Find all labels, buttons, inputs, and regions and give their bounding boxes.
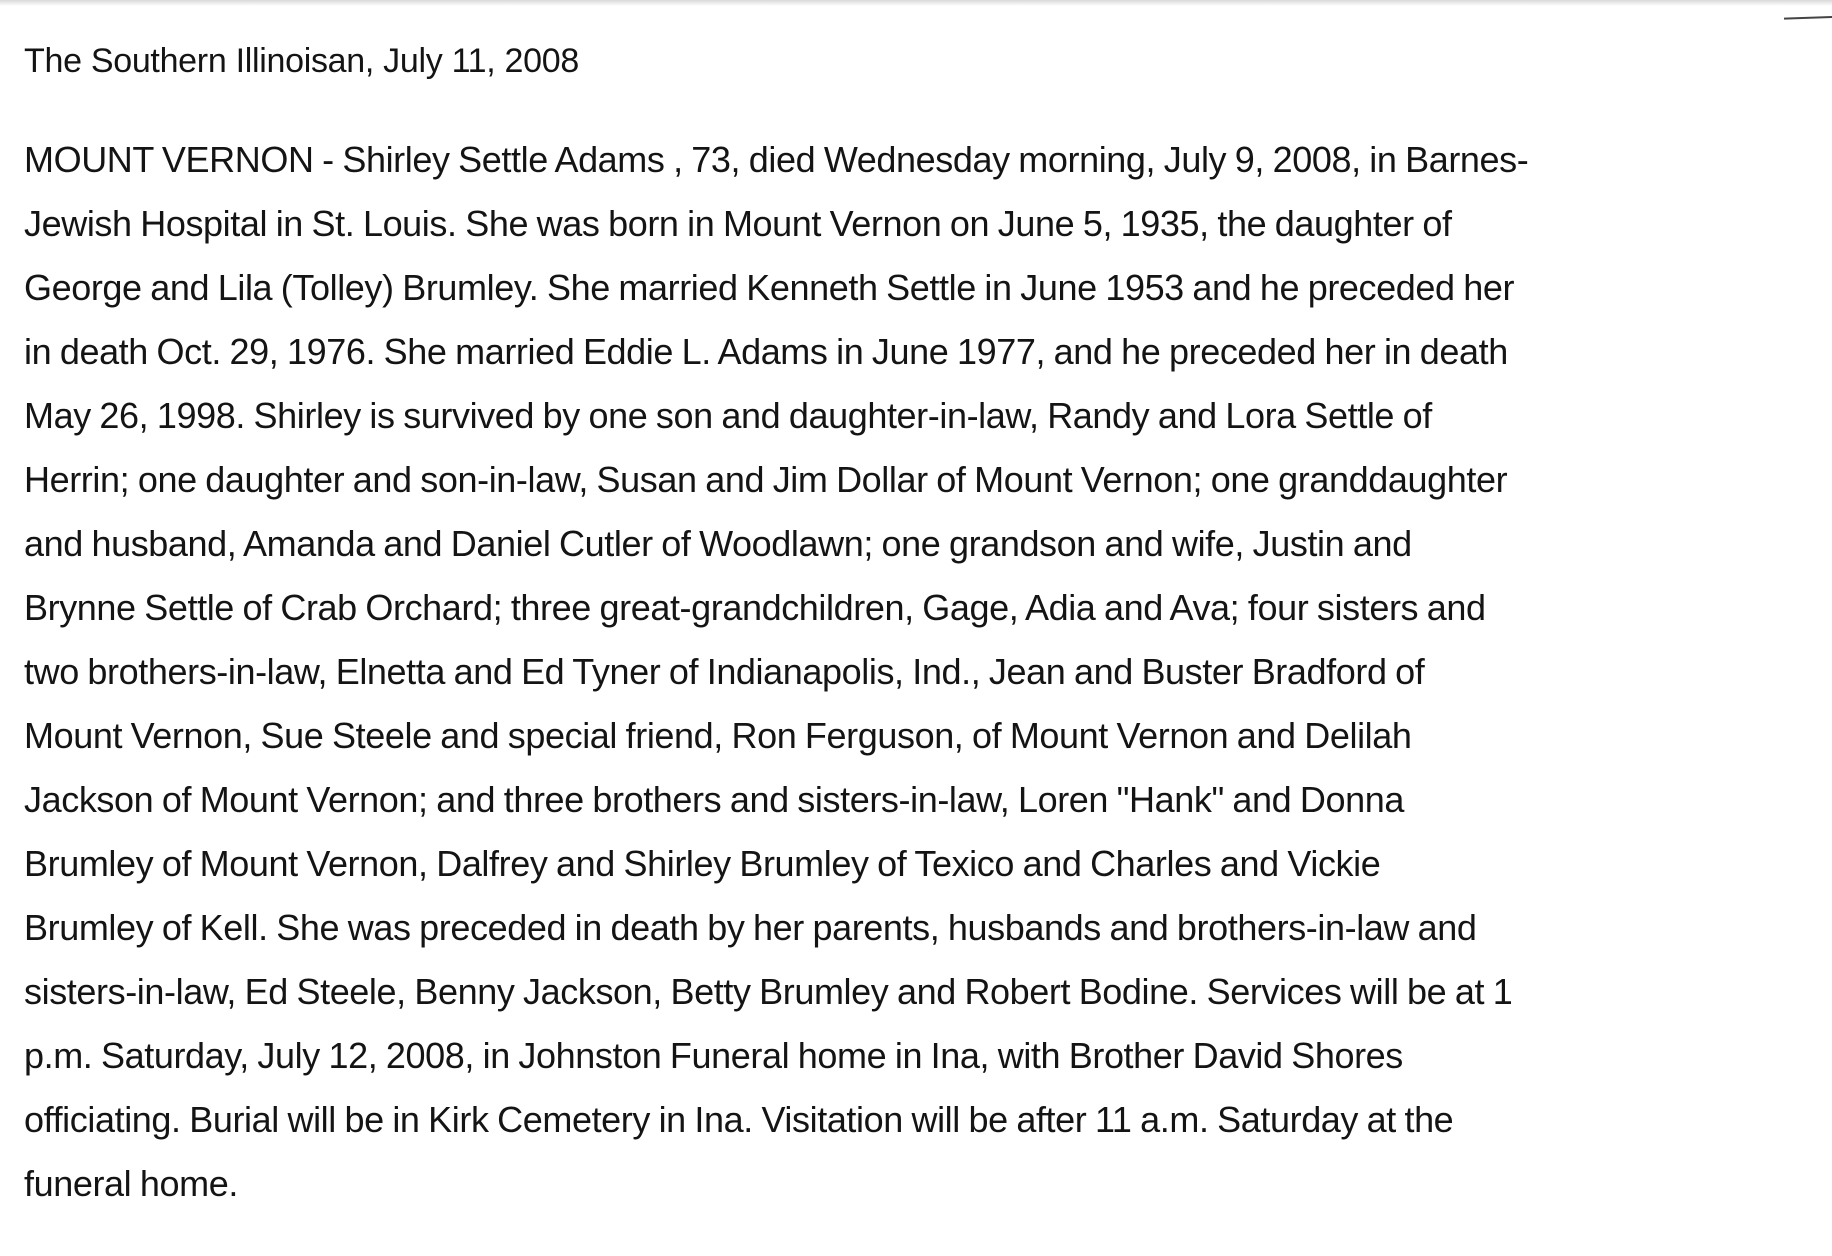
obituary-text: [24, 128, 1804, 1216]
newspaper-source-line: The Southern Illinoisan, July 11, 2008: [24, 42, 579, 80]
scan-top-edge: [0, 0, 1832, 6]
obituary-line: George and Lila (Tolley) Brumley. She married Kenneth Settle in June 1953 and he preceded her: [24, 267, 1515, 308]
obituary-line: Brynne Settle of Crab Orchard; three great-grandchildren, Gage, Adia and Ava; four sisters and: [24, 587, 1486, 628]
obituary-line: in death Oct. 29, 1976. She married Eddie L. Adams in June 1977, and he preceded her in death: [24, 331, 1508, 372]
obituary-line: Brumley of Kell. She was preceded in death by her parents, husbands and brothers-in-law and: [24, 907, 1477, 948]
obituary-line: funeral home.: [24, 1163, 238, 1204]
obituary-line: two brothers-in-law, Elnetta and Ed Tyner of Indianapolis, Ind., Jean and Buster Bradford of: [24, 651, 1425, 692]
obituary-line: and husband, Amanda and Daniel Cutler of Woodlawn; one grandson and wife, Justin and: [24, 523, 1412, 564]
obituary-line: MOUNT VERNON - Shirley Settle Adams , 73, died Wednesday morning, July 9, 2008, in Barnes-: [24, 139, 1529, 180]
corner-scan-mark: [1784, 16, 1832, 20]
obituary-line: Brumley of Mount Vernon, Dalfrey and Shirley Brumley of Texico and Charles and Vickie: [24, 843, 1381, 884]
obituary-page: [24, 34, 1804, 1216]
obituary-line: Herrin; one daughter and son-in-law, Susan and Jim Dollar of Mount Vernon; one granddaughter: [24, 459, 1508, 500]
obituary-line: Mount Vernon, Sue Steele and special friend, Ron Ferguson, of Mount Vernon and Delilah: [24, 715, 1412, 756]
obituary-line: officiating. Burial will be in Kirk Cemetery in Ina. Visitation will be after 11 a.m. Saturday at the: [24, 1099, 1454, 1140]
obituary-line: May 26, 1998. Shirley is survived by one son and daughter-in-law, Randy and Lora Settle of: [24, 395, 1432, 436]
obituary-line: Jackson of Mount Vernon; and three brothers and sisters-in-law, Loren "Hank" and Donna: [24, 779, 1404, 820]
obituary-line: sisters-in-law, Ed Steele, Benny Jackson, Betty Brumley and Robert Bodine. Services will be at 1: [24, 971, 1513, 1012]
obituary-line: Jewish Hospital in St. Louis. She was born in Mount Vernon on June 5, 1935, the daughter of: [24, 203, 1452, 244]
obituary-line: p.m. Saturday, July 12, 2008, in Johnston Funeral home in Ina, with Brother David Shores: [24, 1035, 1403, 1076]
